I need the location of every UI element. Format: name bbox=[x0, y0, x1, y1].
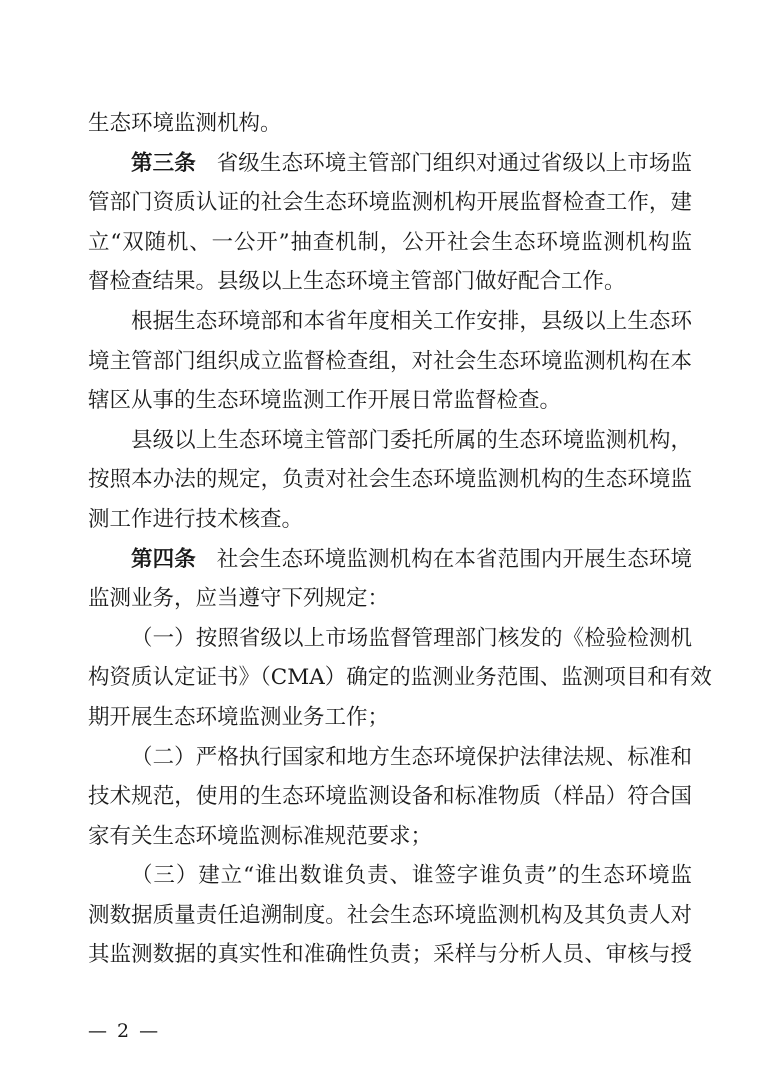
paragraph-line: 境主管部门组织成立监督检查组，对社会生态环境监测机构在本 bbox=[88, 348, 692, 374]
paragraph-line: 第四条 社会生态环境监测机构在本省范围内开展生态环境 bbox=[131, 546, 692, 572]
paragraph-line: （一）按照省级以上市场监督管理部门核发的《检验检测机 bbox=[131, 625, 692, 651]
paragraph-line: 其监测数据的真实性和准确性负责；采样与分析人员、审核与授 bbox=[88, 942, 692, 968]
paragraph-line: 立“双随机、一公开”抽查机制，公开社会生态环境监测机构监 bbox=[88, 229, 692, 255]
paragraph-line: 家有关生态环境监测标准规范要求； bbox=[88, 823, 433, 849]
document-body bbox=[88, 104, 712, 975]
paragraph-line: 测数据质量责任追溯制度。社会生态环境监测机构及其负责人对 bbox=[88, 902, 692, 928]
paragraph-line: 监测业务，应当遵守下列规定： bbox=[88, 586, 390, 612]
page-number: — 2 — bbox=[88, 1020, 161, 1042]
paragraph-line: 构资质认定证书》（CMA）确定的监测业务范围、监测项目和有效 bbox=[88, 665, 712, 691]
paragraph-line: 生态环境监测机构。 bbox=[88, 111, 282, 136]
paragraph-line: 县级以上生态环境主管部门委托所属的生态环境监测机构， bbox=[131, 427, 692, 453]
article-heading: 第四条 bbox=[131, 546, 196, 572]
paragraph-line: 根据生态环境部和本省年度相关工作安排，县级以上生态环 bbox=[131, 308, 692, 334]
paragraph-line: 第三条 省级生态环境主管部门组织对通过省级以上市场监 bbox=[131, 150, 692, 176]
article-heading: 第三条 bbox=[131, 150, 196, 176]
paragraph-line: 期开展生态环境监测业务工作； bbox=[88, 704, 390, 730]
paragraph-line: 技术规范，使用的生态环境监测设备和标准物质（样品）符合国 bbox=[88, 784, 692, 810]
paragraph-line: 辖区从事的生态环境监测工作开展日常监督检查。 bbox=[88, 388, 562, 414]
paragraph-line: 督检查结果。县级以上生态环境主管部门做好配合工作。 bbox=[88, 269, 626, 295]
paragraph-line: 按照本办法的规定，负责对社会生态环境监测机构的生态环境监 bbox=[88, 467, 692, 493]
paragraph-line: 测工作进行技术核查。 bbox=[88, 506, 304, 532]
paragraph-line: 管部门资质认证的社会生态环境监测机构开展监督检查工作，建 bbox=[88, 190, 692, 216]
paragraph-line: （二）严格执行国家和地方生态环境保护法律法规、标准和 bbox=[131, 744, 692, 770]
paragraph-line: （三）建立“谁出数谁负责、谁签字谁负责”的生态环境监 bbox=[131, 863, 692, 889]
